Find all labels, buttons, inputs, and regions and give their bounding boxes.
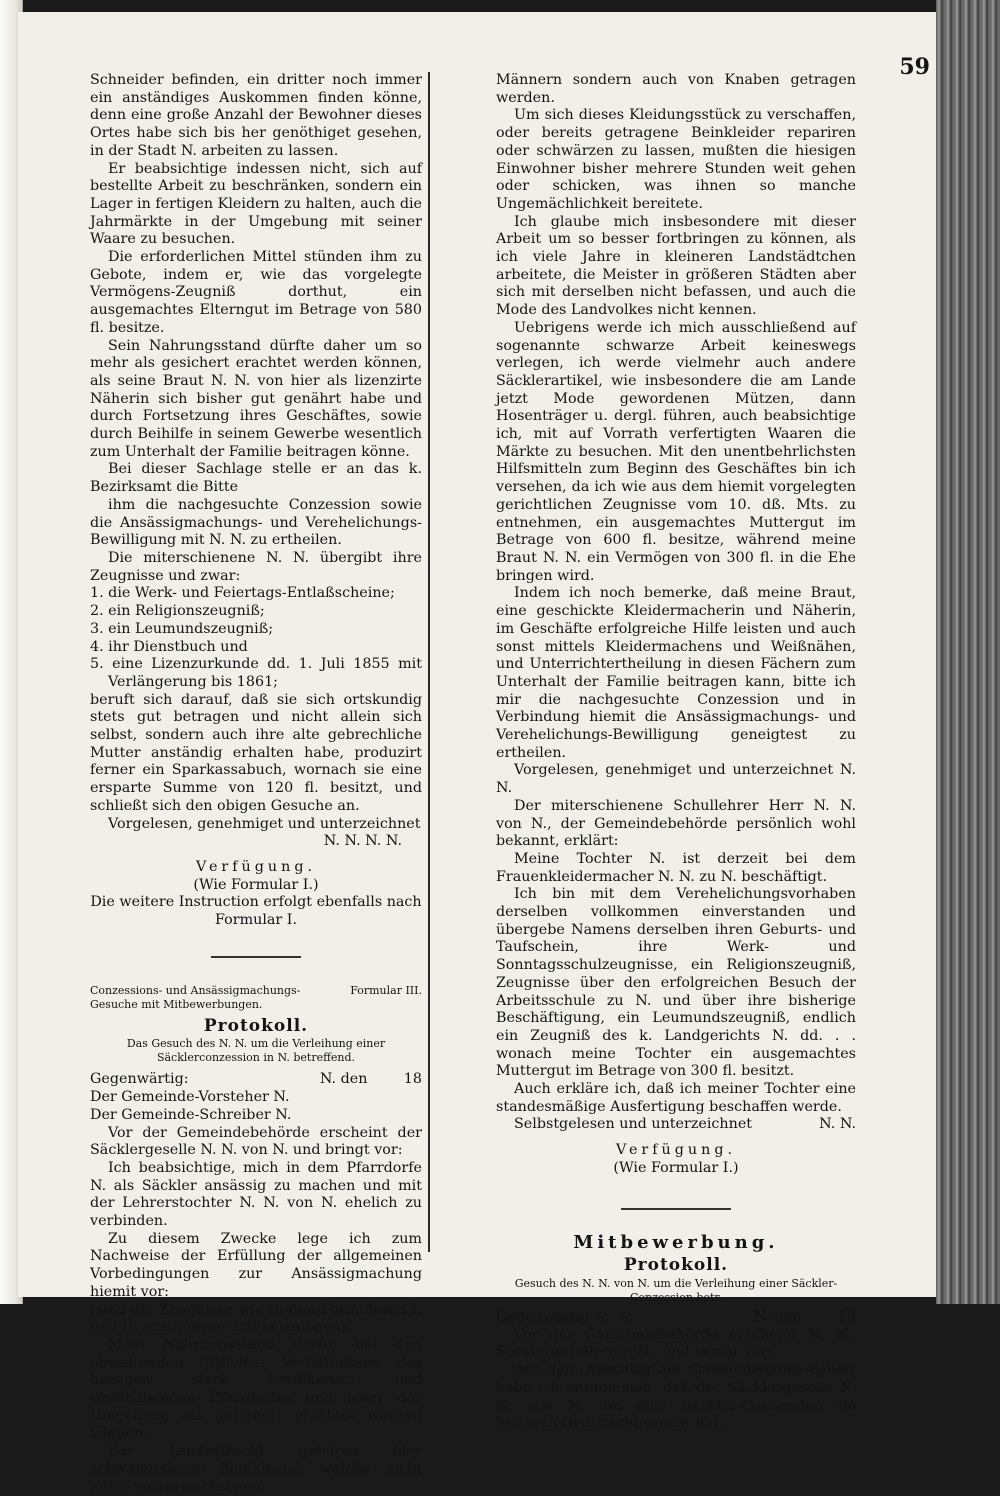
document-page [18, 12, 936, 1495]
year-label: 18 [403, 1071, 422, 1088]
place-label: N. den [753, 1309, 802, 1325]
paragraph: ihm die nachgesuchte Conzession sowie die Ansässigmachungs- und Verehelichungs-Bewilligung mit N. N. zu ertheilen. [90, 496, 422, 549]
list-item: 5. eine Lizenzurkunde dd. 1. Juli 1855 mit Verlängerung bis 1861; [90, 656, 422, 690]
paragraph: Die erforderlichen Mittel stünden ihm zu Gebote, indem er, wie das vorgelegte Vermögens-Zeugniß dorthut, ein ausgemachtes Elterngut im Betrage von 580 fl. besitze. [90, 249, 422, 336]
formular-reference: (Wie Formular I.) [613, 1159, 739, 1176]
form-header [90, 984, 422, 1012]
paragraph: Um sich dieses Kleidungsstück zu verschaffen, oder bereits getragene Beinkleider repariren oder schwärzen zu lassen, mußten die hiesigen Einwohner bisher mehrere Stunden weit gehen oder schicken, was ihnen so manche Ungemächlichkeit bereitete. [496, 107, 856, 212]
list-item: 3. ein Leumundszeugniß; [90, 620, 274, 637]
protokoll-heading: Protokoll. [623, 1255, 729, 1276]
attendee: Der Gemeinde-Schreiber N. [90, 1106, 292, 1123]
paragraph: Ich bin mit dem Verehelichungsvorhaben derselben vollkommen einverstanden und übergebe Namens derselben ihren Geburts- und Taufschein, ihre Werk- und Sonntagsschulzeugnisse, ein Religionszeugniß, Zeugnisse über den erfolgreichen Besuch der Arbeitsschule zu N. und über ihre bisherige Beschäftigung, ein Leumundszeugniß, endlich ein Zeugniß des k. Landgerichts N. dd. . . wonach meine Tochter ein ausgemachtes Muttergut im Betrage von 300 fl. besitzt. [496, 886, 856, 1080]
verfuegung-heading: Verfügung. [615, 1142, 737, 1159]
paragraph: Vorgelesen, genehmiget und unterzeichnet N. N. [496, 762, 856, 797]
list-item: 1. die Werk- und Feiertags-Entlaßscheine; [90, 585, 395, 602]
paragraph: Vorgelesen, genehmiget und unterzeichnet [108, 815, 421, 832]
list-item: 4. ihr Dienstbuch und [90, 638, 248, 655]
paragraph: Mein Nahrungsstand dürfte bei den obwaltenden örtlichen Verhältnissen des hiesigen stark bevölkerten und wohlhabenden Pfarrdorfes und jener der Umgebung als gesichert erachtet werden können. [90, 1337, 422, 1442]
paragraph: Vor der Gemeindebehörde erscheint der Säcklergeselle N. N. von N. und bringt vor: [90, 1124, 422, 1159]
paragraph: beruft sich darauf, daß sie sich ortskundig stets gut betragen und nicht allein sich selbst, sondern auch ihre alte gebrechliche Mutter anständig erhalten habe, produzirt ferner ein Sparkassabuch, wornach sie eine ersparte Summe von 120 fl. besitzt, und schließt sich den obigen Gesuche an. [90, 691, 422, 814]
signature-note: Selbstgelesen und unterzeichnet [514, 1116, 753, 1133]
paragraph: Zur Landestracht gehören hier schwarzlederne Beinkleider, welche nicht allein von erwachsenen [90, 1443, 422, 1495]
section-divider [621, 1208, 731, 1210]
paragraph: Vor der Gemeindebehörde erscheint N. N., Säcklergeselle von N., und bringt vor: [496, 1326, 856, 1361]
paragraph: Schneider befinden, ein dritter noch immer ein anständiges Auskommen finden könne, denn eine große Anzahl der Bewohner dieses Ortes habe sich bis her genöthiget gesehen, in der Stadt N. arbeiten zu lassen. [90, 72, 422, 159]
gesuch-subject: Gesuch des N. N. von N. um die Verleihung einer Säckler-Conzession betr. [514, 1277, 838, 1304]
date-line [90, 1071, 422, 1089]
paragraph: Er beabsichtige indessen nicht, sich auf bestellte Arbeit zu beschränken, sondern ein Lager in fertigen Kleidern zu halten, auch die Jahrmärkte in der Umgebung mit seiner Waare zu besuchen. [90, 160, 422, 248]
place-date [320, 1071, 422, 1089]
attendee: Der Gemeinde-Vorsteher N. [90, 1089, 290, 1106]
paragraph: Meine Tochter N. ist derzeit bei dem Frauenkleidermacher N. N. zu N. beschäftigt. [496, 850, 856, 885]
paragraph: Ich beabsichtige, mich in dem Pfarrdorfe N. als Säckler ansässig zu machen und mit der Lehrerstochter N. N. von N. ehelich zu verbinden. [90, 1159, 422, 1230]
paragraph: Indem ich noch bemerke, daß meine Braut, eine geschickte Kleidermacherin und Näherin, im Geschäfte erfolgreiche Hilfe leisten und auch sonst mittels Kleidermachens und Weißnähen, und Unterrichtertheilung in diesen Fächern zum Unterhalt der Familie beitragen kann, bitte ich mir die nachgesuchte Conzession und in Verbindung hiemit die Ansässigmachungs- und Verehelichungs-Bewilligung geneigtest zu ertheilen. [496, 585, 856, 761]
verfuegung-heading: Verfügung. [195, 858, 317, 875]
paragraph: Bei dieser Sachlage stelle er an das k. Bezirksamt die Bitte [90, 461, 422, 496]
paragraph: Uebrigens werde ich mich ausschließend auf sogenannte schwarze Arbeit keineswegs verlegen, ich werde vielmehr auch andere Säcklerartikel, wie insbesondere die am Lande jetzt Mode gewordenen Mützen, dann Hosenträger u. dergl. führen, auch beabsichtige ich, mit auf Vorrath verfertigten Waaren die Märkte zu besuchen. Mit den unentbehrlichsten Hilfsmitteln zum Beginn des Geschäftes bin ich versehen, da ich wie aus dem hiemit vorgelegten gerichtlichen Zeugnisse vom 10. dß. Mts. zu entnehmen, ein ausgemachtes Muttergut im Betrage von 600 fl. besitze, während meine Braut N. N. ein Vermögen von 300 fl. in die Ehe bringen wird. [496, 319, 856, 584]
gesuch-subject: Das Gesuch des N. N. um die Verleihung einer Säcklerconzession in N. betreffend. [126, 1037, 386, 1065]
paragraph: Der miterschienene Schullehrer Herr N. N. von N., der Gemeindebehörde persönlich wohl bekannt, erklärt: [496, 797, 856, 850]
signature: N. N. N. N. [323, 833, 402, 850]
paragraph: Auch erkläre ich, daß ich meiner Tochter eine standesmäßige Ausfertigung beschaffen werde. [496, 1081, 856, 1115]
form-number: Formular III. [350, 983, 422, 997]
instruction-note: Die weitere Instruction erfolgt ebenfalls nach Formular I. [90, 894, 422, 929]
year-label: 18 [837, 1309, 856, 1325]
paragraph: (sind die Zeugnisse wie in den Formularen I. und II. anzuführen und beizulegen). [90, 1301, 422, 1336]
paragraph: Zu diesem Zwecke lege ich zum Nachweise der Erfüllung der allgemeinen Vorbedingungen zur Ansässigmachung hiemit vor: [90, 1230, 422, 1300]
place-label: N. den [319, 1071, 368, 1088]
paragraph: Aus dem Anschlag am Gemeindehause dahier habe ich entnommen, daß der Säcklergeselle N. N. von N. um eine Säckler-Conzession im hiesigen Orte nachgesucht hat. [496, 1362, 856, 1432]
protokoll-heading: Protokoll. [203, 1015, 309, 1036]
place-date [754, 1309, 856, 1327]
signature: N. N. [819, 1116, 856, 1133]
paragraph: Ich glaube mich insbesondere mit dieser Arbeit um so besser fortbringen zu können, als ich viele Jahre in kleineren Landstädtchen arbeitete, die Meister in größeren Städten aber sich mit derselben nicht befassen, und auch die Mode des Landvolkes nicht kennen. [496, 213, 856, 319]
mitbewerbung-heading: Mitbewerbung. [573, 1231, 779, 1253]
form-title: Conzessions- und Ansässigmachungs-Gesuche mit Mitbewerbungen. [90, 983, 301, 1011]
column-divider [428, 72, 430, 1252]
paragraph: Männern sondern auch von Knaben getragen werden. [496, 72, 856, 106]
left-column [90, 72, 422, 1496]
date-line [496, 1309, 856, 1327]
paragraph: Sein Nahrungsstand dürfte daher um so mehr als gesichert erachtet werden können, als seine Braut N. N. von hier als lizenzirte Näherin sich bisher gut genährt habe und durch Fortsetzung ihres Geschäftes, sowie durch Beihilfe in seinem Gewerbe wesentlich zum Unterhalt der Familie beitragen könne. [90, 337, 422, 460]
list-item: 2. ein Religionszeugniß; [90, 603, 265, 620]
formular-reference: (Wie Formular I.) [193, 876, 319, 893]
present-label: Gegenwärtig ꝛc. ꝛc. [496, 1309, 638, 1325]
signature-line [496, 1116, 856, 1134]
paragraph: Die miterschienene N. N. übergibt ihre Zeugnisse und zwar: [90, 549, 422, 584]
present-label: Gegenwärtig: [90, 1071, 189, 1088]
section-divider [211, 956, 301, 958]
book-right-edge [936, 0, 1000, 1304]
page-number: 59 [899, 54, 930, 80]
right-column [496, 72, 856, 1433]
